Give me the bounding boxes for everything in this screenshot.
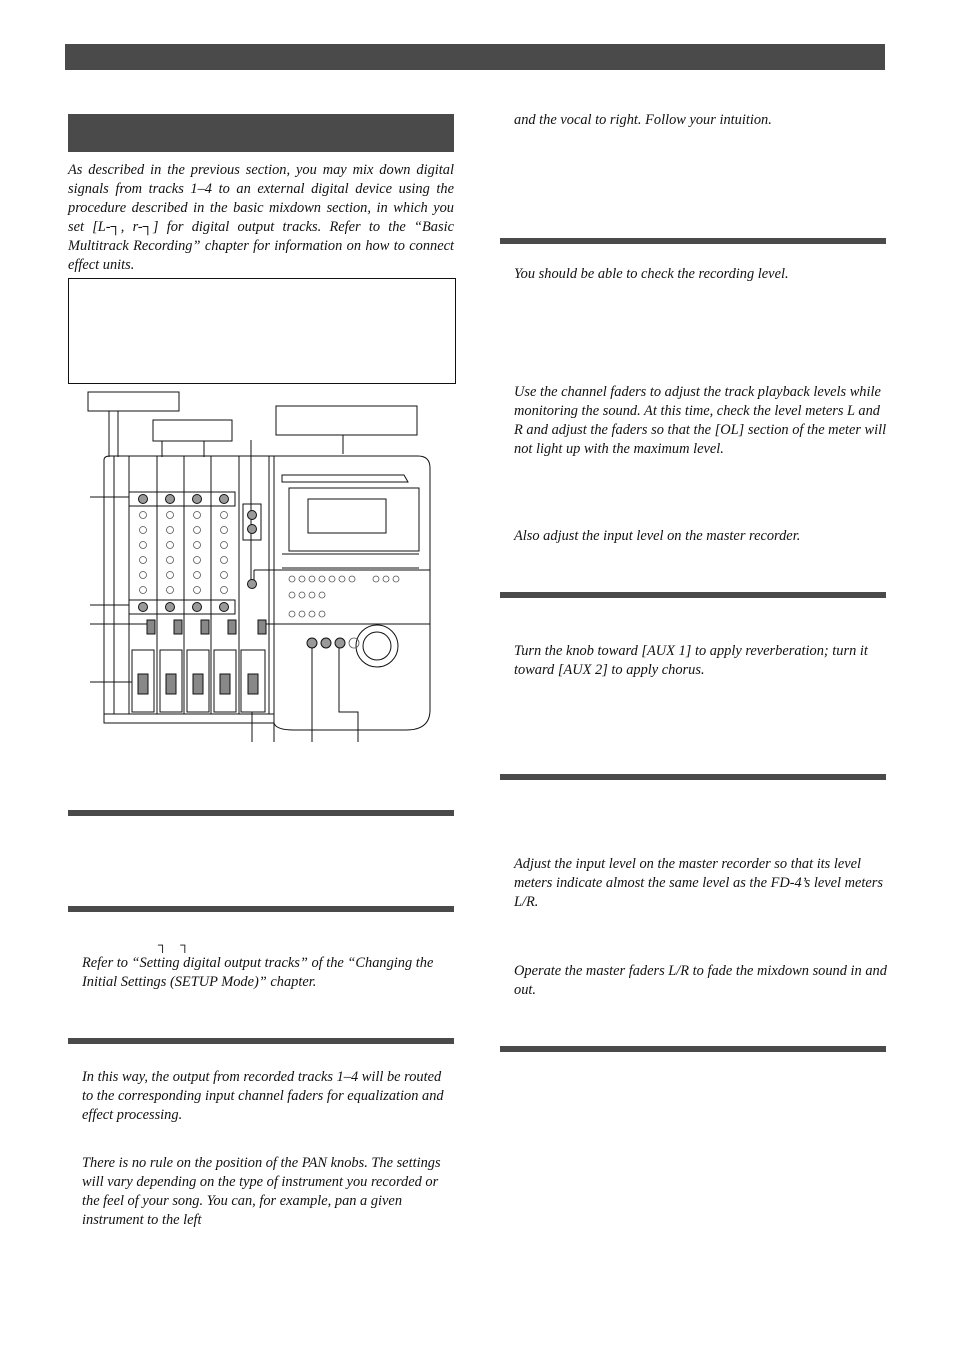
step3-routing-note: In this way, the output from recorded tracks 1–4 will be routed to the corresponding input channel faders for equalization and effect processing. bbox=[82, 1069, 444, 1123]
intro-paragraph: As described in the previous section, you may mix down digital signals from tracks 1–4 to an external digital device using the procedure described in the basic mixdown section, in which you set [L-┐, r-┐] for digital output tracks. Refer to the “Basic Multitrack Recording” chapter for information on how to connect effect units. bbox=[68, 162, 454, 273]
callout-box-3 bbox=[276, 406, 417, 435]
master-level-note: Adjust the input level on the master recorder so that its level meters indicate almost the same level as the FD-4’s level meters L/R. bbox=[514, 856, 883, 910]
master-input-note: Also adjust the input level on the master recorder. bbox=[514, 528, 801, 544]
fade-note: Operate the master faders L/R to fade the mixdown sound in and out. bbox=[514, 963, 887, 998]
note-box bbox=[68, 278, 456, 384]
step-rule-5 bbox=[500, 592, 886, 598]
pan-knob-note: There is no rule on the position of the PAN knobs. The settings will vary depending on the type of instrument you recorded or the feel of your song. You can, for example, pan a given instrument to the left bbox=[82, 1155, 441, 1228]
callout-box-1 bbox=[88, 392, 179, 411]
aux-knob-note: Turn the knob toward [AUX 1] to apply reverberation; turn it toward [AUX 2] to apply chorus. bbox=[514, 643, 868, 678]
section-heading-bar bbox=[68, 114, 454, 152]
fader-adjust-note: Use the channel faders to adjust the track playback levels while monitoring the sound. At this time, check the level meters L and R and adjust the faders so that the [OL] section of the meter will not light up with the maximum level. bbox=[514, 384, 887, 457]
step-rule-7 bbox=[500, 1046, 886, 1052]
step-rule-1 bbox=[68, 810, 454, 816]
pan-note-continued: and the vocal to right. Follow your intuition. bbox=[514, 112, 772, 128]
digital-output-symbols: ┐ ┐ bbox=[158, 937, 190, 952]
mixer-panel-illustration bbox=[84, 388, 436, 750]
step-rule-3 bbox=[68, 1038, 454, 1044]
level-check-note: You should be able to check the recording level. bbox=[514, 266, 789, 282]
step2-reference-note: Refer to “Setting digital output tracks” of the “Changing the Initial Settings (SETUP Mode)” chapter. bbox=[82, 955, 434, 990]
callout-box-2 bbox=[153, 420, 232, 441]
step-rule-6 bbox=[500, 774, 886, 780]
step-rule-2 bbox=[68, 906, 454, 912]
step-rule-4 bbox=[500, 238, 886, 244]
page-header-bar bbox=[65, 44, 885, 70]
